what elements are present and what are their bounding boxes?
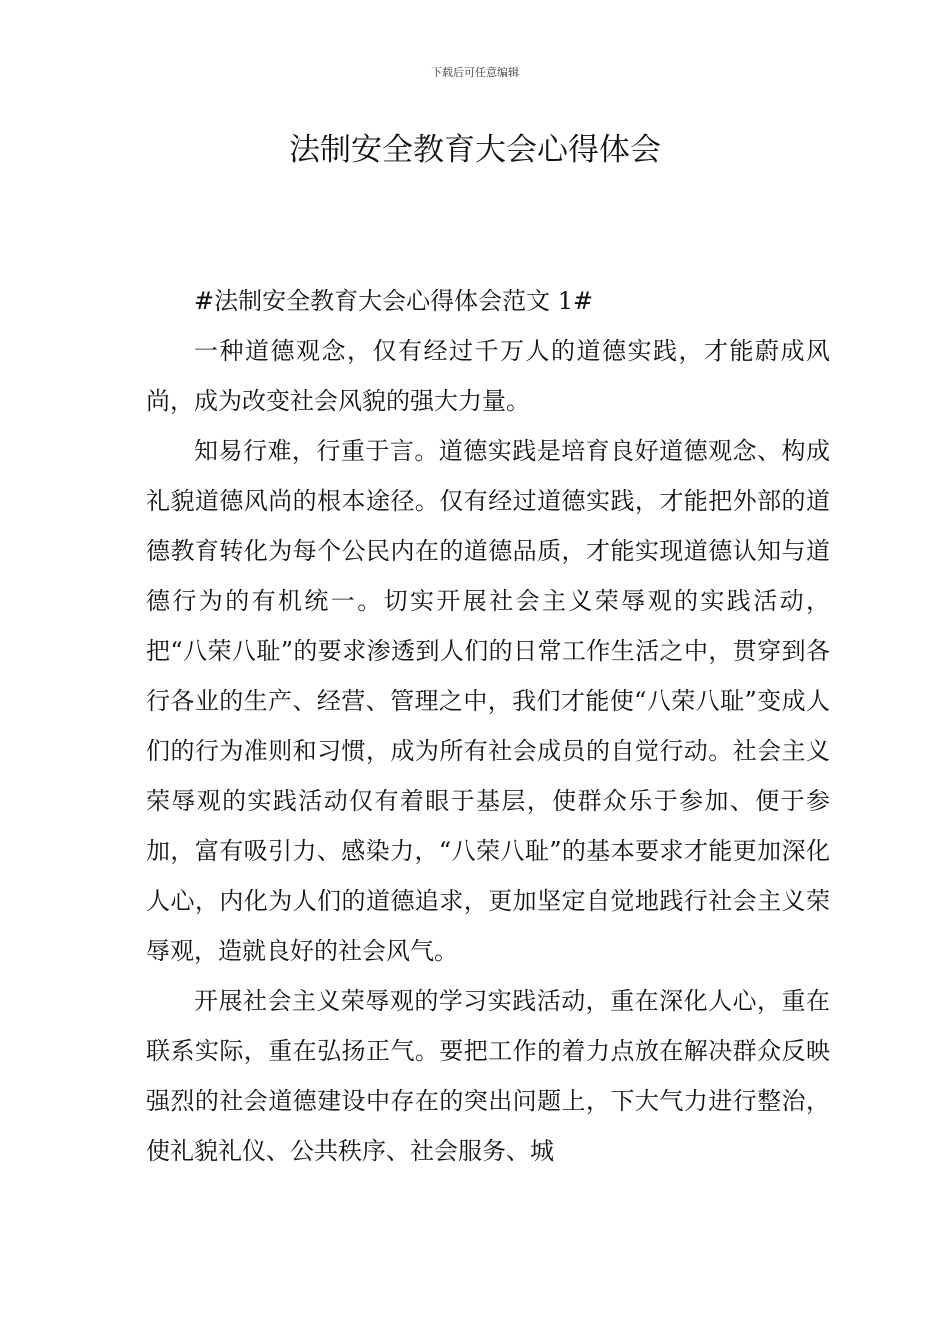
document-title: 法制安全教育大会心得体会 <box>289 132 661 168</box>
paragraph: 开展社会主义荣辱观的学习实践活动，重在深化人心，重在联系实际，重在弘扬正气。要把工作的着力点放在解决群众反映强烈的社会道德建设中存在的突出问题上，下大气力进行整治，使礼貌礼仪、公共秩序、社会服务、城 <box>146 987 830 1165</box>
section-heading: #法制安全教育大会心得体会范文 1# <box>194 287 594 315</box>
document-body <box>146 276 830 1176</box>
paragraph: 一种道德观念，仅有经过千万人的道德实践，才能蔚成风尚，成为改变社会风貌的强大力量。 <box>146 337 830 415</box>
header-note: 下载后可任意编辑 <box>431 66 519 79</box>
paragraph: 知易行难，行重于言。道德实践是培育良好道德观念、构成礼貌道德风尚的根本途径。仅有经过道德实践，才能把外部的道德教育转化为每个公民内在的道德品质，才能实现道德认知与道德行为的有机统一。切实开展社会主义荣辱观的实践活动，把“八荣八耻”的要求渗透到人们的日常工作生活之中，贯穿到各行各业的生产、经营、管理之中，我们才能使“八荣八耻”变成人们的行为准则和习惯，成为所有社会成员的自觉行动。社会主义荣辱观的实践活动仅有着眼于基层，使群众乐于参加、便于参加，富有吸引力、感染力，“八荣八耻”的基本要求才能更加深化人心，内化为人们的道德追求，更加坚定自觉地践行社会主义荣辱观，造就良好的社会风气。 <box>146 437 830 965</box>
